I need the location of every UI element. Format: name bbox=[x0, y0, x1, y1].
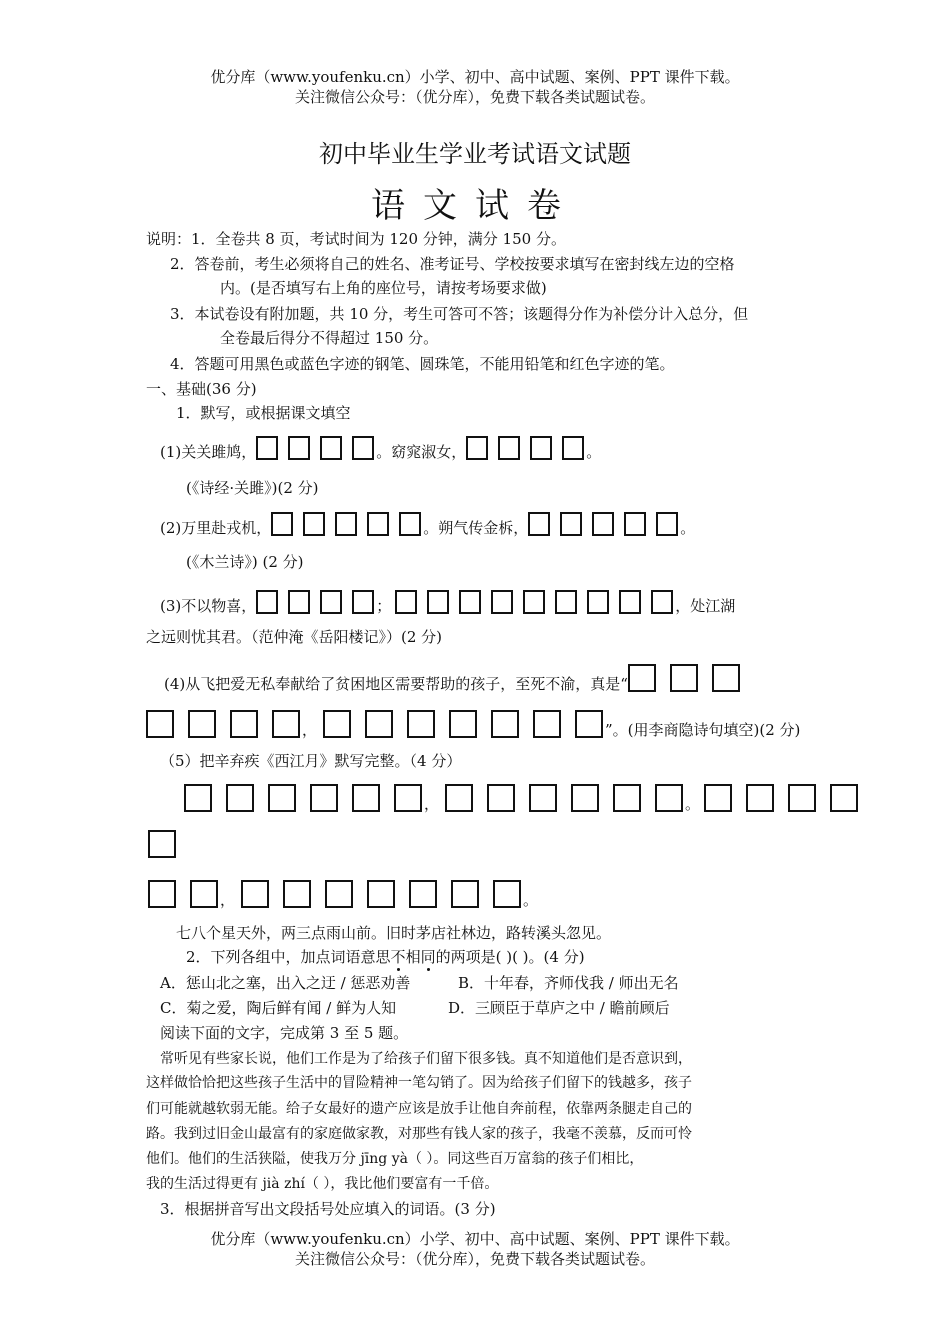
q1-3-text-c: ，处江湖 bbox=[675, 597, 736, 615]
answer-box[interactable] bbox=[655, 784, 683, 812]
header-line-2: 关注微信公众号：（优分库），免费下载各类试题试卷。 bbox=[294, 88, 655, 106]
answer-box[interactable] bbox=[459, 590, 481, 614]
answer-box[interactable] bbox=[493, 880, 521, 908]
answer-box[interactable] bbox=[288, 436, 310, 460]
answer-box[interactable] bbox=[491, 710, 519, 738]
punct-comma: ， bbox=[220, 891, 236, 909]
answer-box[interactable] bbox=[587, 590, 609, 614]
answer-box[interactable] bbox=[651, 590, 673, 614]
answer-box[interactable] bbox=[226, 784, 254, 812]
answer-box[interactable] bbox=[746, 784, 774, 812]
q2-option-c[interactable]: C．菊之爱，陶后鲜有闻 / 鲜为人知 bbox=[160, 999, 397, 1017]
punct-period: 。 bbox=[523, 891, 539, 909]
answer-box[interactable] bbox=[148, 880, 176, 908]
passage-line: 我的生活过得更有 jià zhí（ ），我比他们要富有一千倍。 bbox=[146, 1176, 499, 1192]
q1-2-text-b: 。朔气传金柝， bbox=[423, 519, 529, 537]
answer-box[interactable] bbox=[533, 710, 561, 738]
answer-box[interactable] bbox=[712, 664, 740, 692]
q1-4-text-c: ”。(用李商隐诗句填空)(2 分) bbox=[605, 721, 801, 739]
answer-box[interactable] bbox=[529, 784, 557, 812]
answer-box[interactable] bbox=[320, 590, 342, 614]
answer-box[interactable] bbox=[394, 784, 422, 812]
answer-box[interactable] bbox=[323, 710, 351, 738]
q1-3-text-a: (3)不以物喜， bbox=[160, 597, 257, 615]
q1-4-line bbox=[164, 664, 754, 694]
answer-box[interactable] bbox=[256, 436, 278, 460]
answer-box[interactable] bbox=[466, 436, 488, 460]
passage-line: 常听见有些家长说，他们工作是为了给孩子们留下很多钱。真不知道他们是否意识到， bbox=[160, 1051, 692, 1067]
answer-box[interactable] bbox=[283, 880, 311, 908]
q1-1-source: (《诗经·关雎》)(2 分) bbox=[186, 479, 319, 497]
exam-subtitle: 语文试卷 bbox=[371, 186, 579, 226]
q1-2-line bbox=[160, 512, 695, 538]
answer-box[interactable] bbox=[619, 590, 641, 614]
answer-box[interactable] bbox=[395, 590, 417, 614]
passage-line: 路。我到过旧金山最富有的家庭做家教，对那些有钱人家的孩子，我毫不羡慕，反而可怜 bbox=[146, 1126, 692, 1142]
footer-line-1: 优分库（www.youfenku.cn）小学、初中、高中试题、案例、PPT 课件下载。 bbox=[210, 1230, 740, 1248]
q1-5-prompt: （5）把辛弃疾《西江月》默写完整。（4 分） bbox=[160, 752, 462, 770]
answer-box[interactable] bbox=[303, 512, 325, 536]
answer-box[interactable] bbox=[352, 436, 374, 460]
answer-box[interactable] bbox=[528, 512, 550, 536]
instruction-2: 2．答卷前，考生必须将自己的姓名、准考证号、学校按要求填写在密封线左边的空格 bbox=[170, 255, 735, 273]
dotted-char: 同 bbox=[420, 948, 436, 966]
instruction-4: 4．答题可用黑色或蓝色字迹的钢笔、圆珠笔，不能用铅笔和红色字迹的笔。 bbox=[170, 355, 675, 373]
q2-prompt-pre: 2．下列各组中，加点词语意思 bbox=[186, 948, 391, 966]
q1-5-line-2 bbox=[148, 830, 190, 859]
dotted-char: 不 bbox=[390, 948, 406, 966]
answer-box[interactable] bbox=[451, 880, 479, 908]
answer-box[interactable] bbox=[367, 880, 395, 908]
q1-1-line bbox=[160, 436, 601, 462]
answer-box[interactable] bbox=[146, 710, 174, 738]
reading-prompt: 阅读下面的文字，完成第 3 至 5 题。 bbox=[160, 1024, 409, 1042]
answer-box[interactable] bbox=[613, 784, 641, 812]
answer-box[interactable] bbox=[310, 784, 338, 812]
instruction-3: 3．本试卷设有附加题，共 10 分，考生可答可不答；该题得分作为补偿分计入总分，但 bbox=[170, 305, 749, 323]
q1-1-text-a: (1)关关雎鸠， bbox=[160, 443, 257, 461]
answer-box[interactable] bbox=[407, 710, 435, 738]
answer-box[interactable] bbox=[445, 784, 473, 812]
answer-box[interactable] bbox=[498, 436, 520, 460]
answer-box[interactable] bbox=[256, 590, 278, 614]
q2-prompt-mid: 相 bbox=[405, 948, 421, 966]
punct-period: 。 bbox=[685, 795, 701, 813]
punct-comma: ， bbox=[424, 795, 440, 813]
answer-box[interactable] bbox=[530, 436, 552, 460]
poem-line: 七八个星天外，两三点雨山前。旧时茅店社林边，路转溪头忽见。 bbox=[176, 924, 612, 942]
q2-option-d[interactable]: D．三顾臣于草庐之中 / 瞻前顾后 bbox=[448, 999, 670, 1017]
answer-box[interactable] bbox=[628, 664, 656, 692]
answer-box[interactable] bbox=[184, 784, 212, 812]
answer-box[interactable] bbox=[190, 880, 218, 908]
q1-2-source: (《木兰诗》) (2 分) bbox=[186, 553, 304, 571]
q1-1-text-b: 。窈窕淑女， bbox=[376, 443, 467, 461]
q2-option-a[interactable]: A．惩山北之塞，出入之迂 / 惩恶劝善 bbox=[160, 974, 411, 992]
answer-box[interactable] bbox=[320, 436, 342, 460]
q1-4-text-a: (4)从飞把爱无私奉献给了贫困地区需要帮助的孩子，至死不渝，真是“ bbox=[164, 675, 628, 693]
answer-box[interactable] bbox=[367, 512, 389, 536]
answer-box[interactable] bbox=[555, 590, 577, 614]
answer-box[interactable] bbox=[571, 784, 599, 812]
answer-box[interactable] bbox=[491, 590, 513, 614]
q2-option-b[interactable]: B．十年春，齐师伐我 / 师出无名 bbox=[458, 974, 679, 992]
answer-box[interactable] bbox=[409, 880, 437, 908]
q1-4-text-b: ， bbox=[302, 721, 318, 739]
answer-box[interactable] bbox=[288, 590, 310, 614]
answer-box[interactable] bbox=[352, 590, 374, 614]
answer-box[interactable] bbox=[335, 512, 357, 536]
answer-box[interactable] bbox=[241, 880, 269, 908]
passage-line: 这样做恰恰把这些孩子生活中的冒险精神一笔勾销了。因为给孩子们留下的钱越多，孩子 bbox=[146, 1075, 692, 1091]
answer-box[interactable] bbox=[575, 710, 603, 738]
q1-2-text-a: (2)万里赴戎机， bbox=[160, 519, 272, 537]
q1-prompt: 1．默写，或根据课文填空 bbox=[176, 404, 351, 422]
answer-box[interactable] bbox=[592, 512, 614, 536]
q1-1-text-c: 。 bbox=[586, 443, 602, 461]
answer-box[interactable] bbox=[365, 710, 393, 738]
answer-box[interactable] bbox=[449, 710, 477, 738]
answer-box[interactable] bbox=[271, 512, 293, 536]
answer-box[interactable] bbox=[399, 512, 421, 536]
answer-box[interactable] bbox=[325, 880, 353, 908]
q1-3-line bbox=[160, 590, 735, 616]
q2-prompt-post: 的两项是( )( )。(4 分) bbox=[435, 948, 585, 966]
instruction-2-cont: 内。(是否填写右上角的座位号，请按考场要求做) bbox=[220, 279, 547, 297]
answer-box[interactable] bbox=[188, 710, 216, 738]
q1-5-line-3 bbox=[148, 880, 538, 910]
answer-box[interactable] bbox=[704, 784, 732, 812]
answer-box[interactable] bbox=[562, 436, 584, 460]
answer-box[interactable] bbox=[352, 784, 380, 812]
q1-3-text-b: ； bbox=[376, 597, 392, 615]
q1-4-line-cont bbox=[146, 710, 800, 740]
answer-box[interactable] bbox=[427, 590, 449, 614]
answer-box[interactable] bbox=[560, 512, 582, 536]
answer-box[interactable] bbox=[624, 512, 646, 536]
section-heading: 一、基础(36 分) bbox=[146, 380, 257, 398]
passage-line: 他们。他们的生活狭隘，使我万分 jīng yà（ ）。同这些百万富翁的孩子们相比， bbox=[146, 1151, 644, 1167]
q1-5-line-1 bbox=[184, 784, 872, 814]
instruction-3-cont: 全卷最后得分不得超过 150 分。 bbox=[220, 329, 439, 347]
q1-3-line-cont: 之远则忧其君。（范仲淹《岳阳楼记》）(2 分) bbox=[146, 628, 443, 646]
answer-box[interactable] bbox=[670, 664, 698, 692]
answer-box[interactable] bbox=[148, 830, 176, 858]
answer-box[interactable] bbox=[656, 512, 678, 536]
q3-prompt: 3．根据拼音写出文段括号处应填入的词语。(3 分) bbox=[160, 1200, 496, 1218]
header-line-1: 优分库（www.youfenku.cn）小学、初中、高中试题、案例、PPT 课件下载。 bbox=[210, 68, 740, 86]
answer-box[interactable] bbox=[268, 784, 296, 812]
q1-2-text-c: 。 bbox=[680, 519, 696, 537]
answer-box[interactable] bbox=[830, 784, 858, 812]
answer-box[interactable] bbox=[272, 710, 300, 738]
footer-line-2: 关注微信公众号：（优分库），免费下载各类试题试卷。 bbox=[294, 1250, 655, 1268]
instruction-1: 说明：1．全卷共 8 页，考试时间为 120 分钟，满分 150 分。 bbox=[146, 230, 566, 248]
q2-prompt bbox=[186, 946, 585, 967]
exam-title: 初中毕业生学业考试语文试题 bbox=[319, 140, 631, 168]
answer-box[interactable] bbox=[788, 784, 816, 812]
answer-box[interactable] bbox=[230, 710, 258, 738]
passage-line: 们可能就越软弱无能。给子女最好的遗产应该是放手让他自奔前程，依靠两条腿走自己的 bbox=[146, 1101, 692, 1117]
answer-box[interactable] bbox=[523, 590, 545, 614]
answer-box[interactable] bbox=[487, 784, 515, 812]
